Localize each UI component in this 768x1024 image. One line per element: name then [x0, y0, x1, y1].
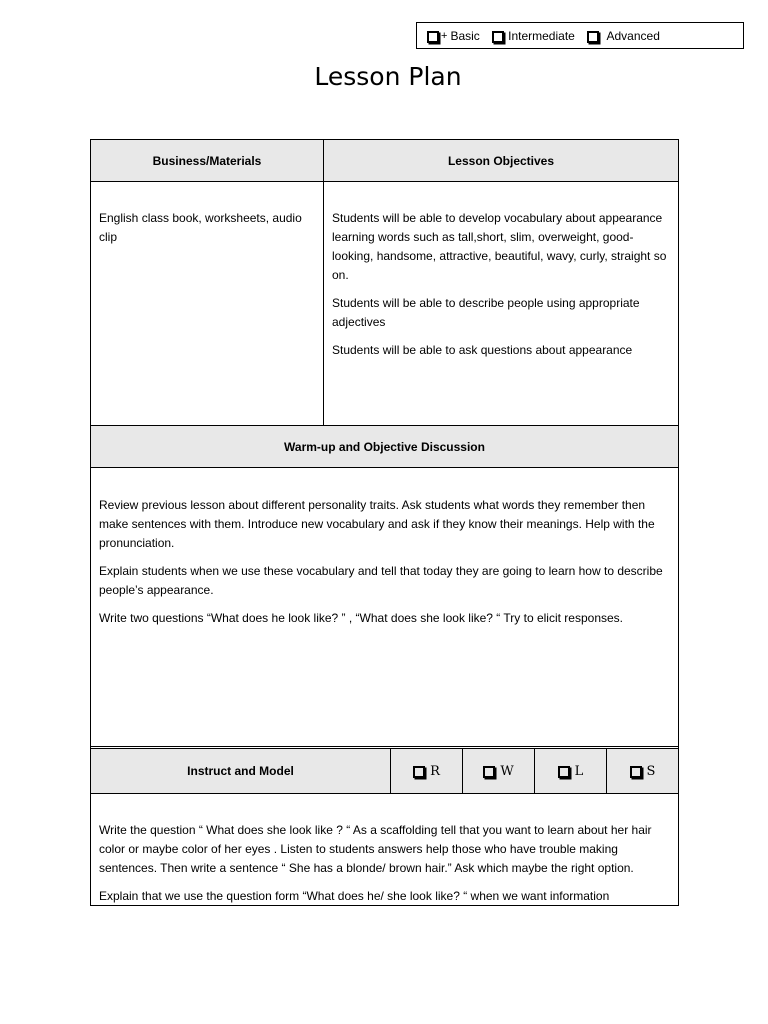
warmup-header: Warm-up and Objective Discussion — [284, 439, 485, 454]
materials-objectives-body-row — [91, 182, 678, 426]
instruct-paragraph: Explain that we use the question form “What does he/ she look like? “ when we want information — [99, 889, 610, 903]
instruct-header-row — [91, 749, 678, 794]
skill-writing-content — [463, 749, 534, 793]
level-label: Advanced — [606, 28, 660, 43]
materials-text: English class book, worksheets, audio clip — [99, 211, 302, 244]
lesson-plan-table — [90, 139, 679, 906]
checkbox-icon[interactable] — [558, 766, 570, 778]
checkbox-icon[interactable] — [630, 766, 642, 778]
instruct-cell — [91, 794, 678, 905]
objective-item: Students will be able to ask questions about appearance — [332, 343, 633, 357]
level-intermediate[interactable] — [492, 29, 575, 43]
instruct-header: Instruct and Model — [187, 764, 294, 778]
warmup-paragraph: Review previous lesson about different personality traits. Ask students what words they remember then make sentences with them. Introduce new vocabulary and ask if they know their meanings. Help with the pronunciation. — [99, 498, 655, 550]
checkbox-icon[interactable] — [427, 31, 439, 43]
warmup-cell — [91, 468, 678, 746]
skill-label: R — [430, 763, 440, 779]
checkbox-icon[interactable] — [413, 766, 425, 778]
objectives-header: Lesson Objectives — [447, 153, 555, 168]
objective-item: Students will be able to describe people using appropriate adjectives — [332, 296, 640, 329]
objectives-cell — [323, 182, 678, 425]
warmup-paragraph: Write two questions “What does he look like? ” , “What does she look like? “ Try to elicit responses. — [99, 611, 624, 625]
skill-speaking-content — [607, 749, 678, 793]
skill-listening[interactable] — [534, 749, 606, 793]
skill-writing[interactable] — [462, 749, 534, 793]
level-advanced[interactable] — [587, 29, 660, 43]
skill-label: W — [500, 763, 514, 779]
page-title: Lesson Plan — [314, 62, 462, 91]
instruct-paragraph: Write the question “ What does she look like ? “ As a scaffolding tell that you want to learn about her hair color or maybe color of her eyes . Listen to students answers help those who have trouble making sentences. Then write a sentence “ She has a blonde/ brown hair.” Ask which maybe the right option. — [99, 823, 652, 875]
skill-label: S — [646, 763, 656, 779]
skill-reading[interactable] — [390, 749, 462, 793]
checked-mark: + — [441, 29, 448, 42]
skill-speaking[interactable] — [606, 749, 678, 793]
level-selector — [416, 22, 744, 49]
warmup-body-row — [91, 468, 678, 749]
skill-listening-content — [535, 749, 606, 793]
skill-label: L — [574, 763, 584, 779]
objective-item: Students will be able to develop vocabulary about appearance learning words such as tall,short, slim, overweight, good-looking, handsome, attractive, beautiful, wavy, curly, straight so on. — [332, 211, 667, 282]
materials-header-cell — [91, 140, 323, 181]
instruct-body-row — [91, 794, 678, 905]
level-basic[interactable] — [427, 29, 480, 43]
objectives-header-cell — [323, 140, 678, 181]
level-label: Intermediate — [508, 28, 575, 43]
checkbox-icon[interactable] — [492, 31, 504, 43]
checkbox-icon[interactable] — [587, 31, 599, 43]
materials-cell — [91, 182, 323, 425]
skill-reading-content — [391, 749, 462, 793]
warmup-header-row — [91, 426, 678, 468]
warmup-paragraph: Explain students when we use these vocabulary and tell that today they are going to learn how to describe people’s appearance. — [99, 564, 663, 597]
materials-header: Business/Materials — [152, 153, 262, 168]
instruct-header-cell — [91, 749, 390, 793]
level-label: Basic — [450, 28, 480, 43]
checkbox-icon[interactable] — [483, 766, 495, 778]
materials-objectives-header-row — [91, 140, 678, 182]
